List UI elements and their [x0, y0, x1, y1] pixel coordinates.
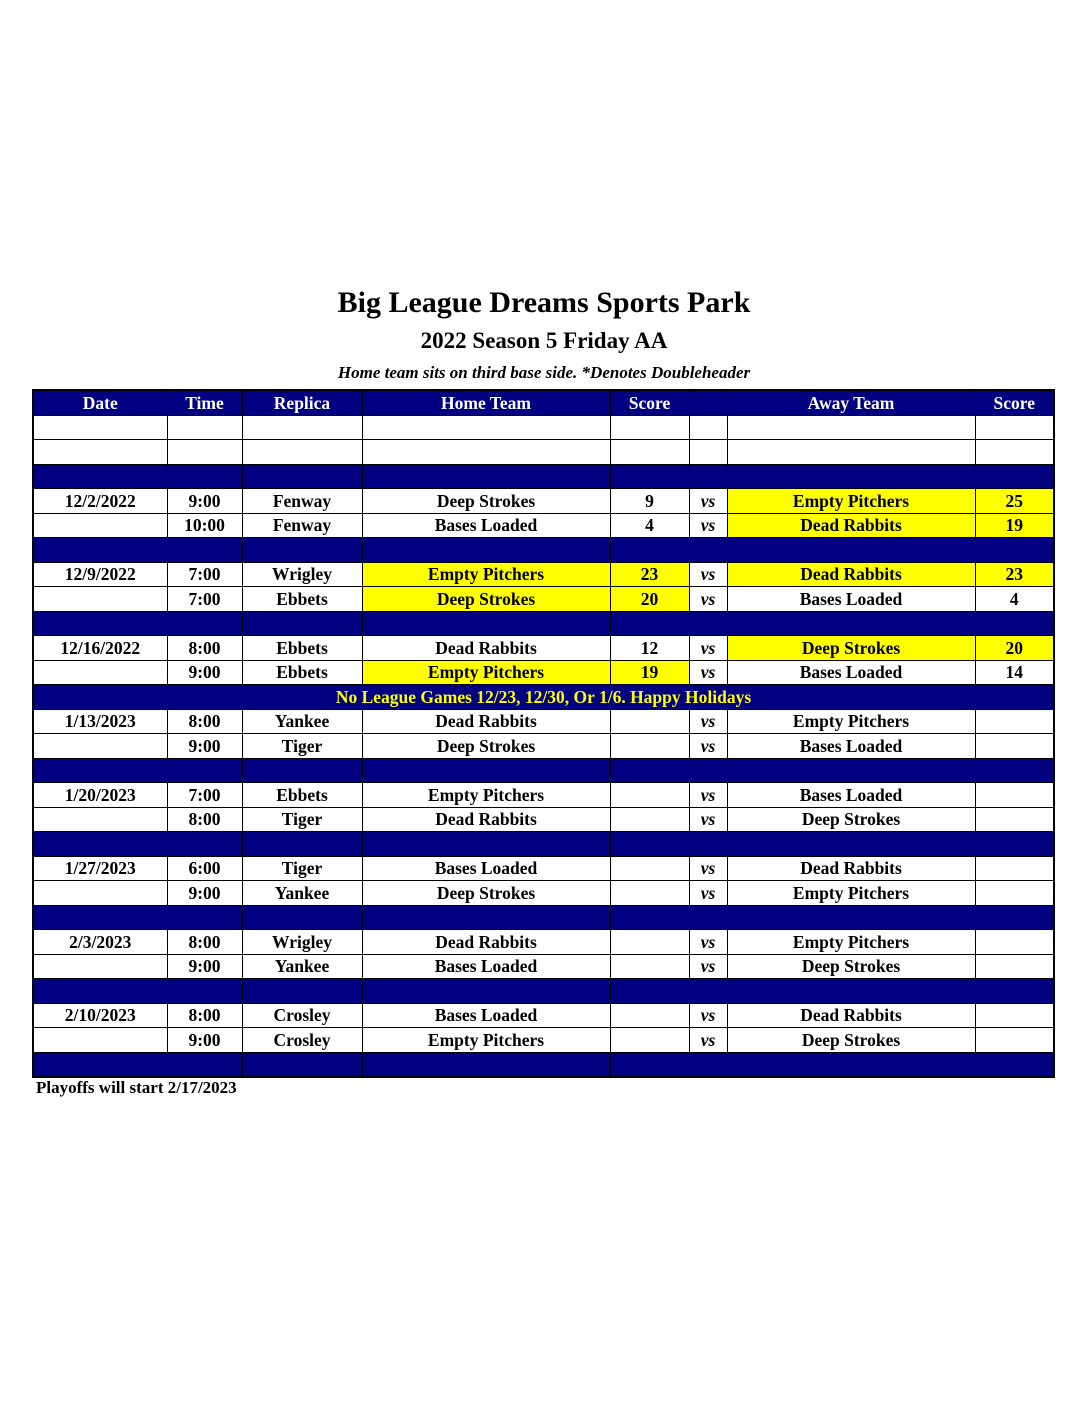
vs-cell: vs	[689, 856, 727, 881]
header-date: Date	[33, 390, 167, 415]
home-team-cell: Dead Rabbits	[362, 930, 610, 955]
game-row	[33, 734, 1054, 759]
separator-row	[33, 1052, 1054, 1077]
home-score-cell: 4	[610, 513, 689, 538]
time-cell	[167, 611, 242, 636]
time-cell: 6:00	[167, 856, 242, 881]
home-team-cell: Deep Strokes	[362, 881, 610, 906]
home-score-cell	[610, 807, 689, 832]
vs-cell	[689, 758, 727, 783]
time-cell	[167, 464, 242, 489]
home-team-cell: Dead Rabbits	[362, 636, 610, 661]
replica-cell: Ebbets	[242, 783, 362, 808]
home-score-cell: 9	[610, 489, 689, 514]
away-team-cell	[727, 832, 975, 857]
away-score-cell	[975, 1003, 1054, 1028]
away-score-cell	[975, 611, 1054, 636]
away-score-cell	[975, 415, 1054, 440]
home-team-cell	[362, 758, 610, 783]
date-cell: 1/13/2023	[33, 709, 167, 734]
time-cell: 7:00	[167, 562, 242, 587]
game-row	[33, 783, 1054, 808]
away-team-cell	[727, 440, 975, 465]
vs-cell: vs	[689, 783, 727, 808]
replica-cell: Tiger	[242, 807, 362, 832]
away-team-cell: Bases Loaded	[727, 587, 975, 612]
time-cell	[167, 905, 242, 930]
schedule-table	[32, 389, 1055, 1078]
away-team-cell	[727, 464, 975, 489]
away-score-cell: 23	[975, 562, 1054, 587]
game-row	[33, 587, 1054, 612]
header-away-team: Away Team	[727, 390, 975, 415]
vs-cell: vs	[689, 881, 727, 906]
date-cell	[33, 979, 167, 1004]
away-score-cell	[975, 832, 1054, 857]
home-score-cell: 19	[610, 660, 689, 685]
away-team-cell: Deep Strokes	[727, 1028, 975, 1053]
home-score-cell	[610, 709, 689, 734]
home-team-cell: Deep Strokes	[362, 734, 610, 759]
date-cell: 12/2/2022	[33, 489, 167, 514]
away-team-cell	[727, 1052, 975, 1077]
date-cell	[33, 538, 167, 563]
header-replica: Replica	[242, 390, 362, 415]
away-team-cell: Bases Loaded	[727, 734, 975, 759]
date-cell	[33, 513, 167, 538]
replica-cell	[242, 464, 362, 489]
vs-cell: vs	[689, 489, 727, 514]
away-team-cell: Deep Strokes	[727, 807, 975, 832]
vs-cell	[689, 832, 727, 857]
time-cell: 9:00	[167, 734, 242, 759]
time-cell	[167, 758, 242, 783]
header-home-team: Home Team	[362, 390, 610, 415]
away-score-cell	[975, 807, 1054, 832]
home-score-cell: 20	[610, 587, 689, 612]
date-cell: 1/27/2023	[33, 856, 167, 881]
home-team-cell: Empty Pitchers	[362, 562, 610, 587]
away-team-cell: Dead Rabbits	[727, 562, 975, 587]
away-team-cell	[727, 611, 975, 636]
home-team-cell: Deep Strokes	[362, 489, 610, 514]
date-cell	[33, 1028, 167, 1053]
separator-row	[33, 611, 1054, 636]
vs-cell: vs	[689, 562, 727, 587]
game-row	[33, 1028, 1054, 1053]
vs-cell: vs	[689, 636, 727, 661]
replica-cell	[242, 758, 362, 783]
game-row	[33, 856, 1054, 881]
time-cell: 8:00	[167, 930, 242, 955]
away-team-cell	[727, 905, 975, 930]
replica-cell: Fenway	[242, 489, 362, 514]
away-score-cell	[975, 783, 1054, 808]
home-team-cell	[362, 832, 610, 857]
date-cell: 12/16/2022	[33, 636, 167, 661]
game-row	[33, 489, 1054, 514]
home-score-cell	[610, 881, 689, 906]
home-team-cell: Dead Rabbits	[362, 709, 610, 734]
date-cell	[33, 415, 167, 440]
replica-cell	[242, 538, 362, 563]
away-score-cell	[975, 464, 1054, 489]
away-score-cell: 25	[975, 489, 1054, 514]
vs-cell	[689, 1052, 727, 1077]
vs-cell: vs	[689, 954, 727, 979]
home-score-cell	[610, 440, 689, 465]
vs-cell	[689, 538, 727, 563]
vs-cell	[689, 905, 727, 930]
away-score-cell: 14	[975, 660, 1054, 685]
away-team-cell	[727, 979, 975, 1004]
date-cell	[33, 611, 167, 636]
page-title: Big League Dreams Sports Park	[337, 286, 751, 319]
vs-cell: vs	[689, 587, 727, 612]
game-row	[33, 930, 1054, 955]
vs-cell	[689, 440, 727, 465]
game-row	[33, 1003, 1054, 1028]
away-team-cell: Dead Rabbits	[727, 856, 975, 881]
home-score-cell	[610, 954, 689, 979]
date-cell: 2/3/2023	[33, 930, 167, 955]
home-team-cell	[362, 538, 610, 563]
replica-cell	[242, 611, 362, 636]
date-cell	[33, 587, 167, 612]
game-row	[33, 513, 1054, 538]
home-team-cell: Bases Loaded	[362, 513, 610, 538]
replica-cell: Ebbets	[242, 660, 362, 685]
replica-cell: Yankee	[242, 954, 362, 979]
game-row	[33, 881, 1054, 906]
home-score-cell	[610, 979, 689, 1004]
away-score-cell: 4	[975, 587, 1054, 612]
home-team-cell: Empty Pitchers	[362, 660, 610, 685]
away-score-cell	[975, 734, 1054, 759]
date-cell	[33, 832, 167, 857]
playoffs-note: Playoffs will start 2/17/2023	[36, 1078, 237, 1097]
date-cell	[33, 440, 167, 465]
away-score-cell	[975, 1052, 1054, 1077]
home-score-cell	[610, 1052, 689, 1077]
home-score-cell	[610, 538, 689, 563]
replica-cell	[242, 415, 362, 440]
away-team-cell: Deep Strokes	[727, 954, 975, 979]
away-score-cell	[975, 758, 1054, 783]
replica-cell: Fenway	[242, 513, 362, 538]
time-cell	[167, 538, 242, 563]
date-cell	[33, 660, 167, 685]
away-team-cell: Empty Pitchers	[727, 489, 975, 514]
header-away-score: Score	[975, 390, 1054, 415]
holiday-message: No League Games 12/23, 12/30, Or 1/6. Happy Holidays	[33, 685, 1054, 710]
home-team-cell: Dead Rabbits	[362, 807, 610, 832]
replica-cell: Crosley	[242, 1003, 362, 1028]
away-score-cell: 19	[975, 513, 1054, 538]
time-cell: 9:00	[167, 954, 242, 979]
home-team-cell: Bases Loaded	[362, 954, 610, 979]
away-team-cell: Empty Pitchers	[727, 881, 975, 906]
replica-cell: Ebbets	[242, 587, 362, 612]
away-team-cell	[727, 538, 975, 563]
home-team-cell	[362, 464, 610, 489]
home-score-cell	[610, 832, 689, 857]
separator-row	[33, 832, 1054, 857]
separator-row	[33, 538, 1054, 563]
time-cell: 9:00	[167, 1028, 242, 1053]
replica-cell	[242, 440, 362, 465]
replica-cell	[242, 905, 362, 930]
home-team-cell	[362, 1052, 610, 1077]
home-team-cell: Empty Pitchers	[362, 783, 610, 808]
header-time: Time	[167, 390, 242, 415]
away-score-cell	[975, 954, 1054, 979]
date-cell	[33, 807, 167, 832]
game-row	[33, 709, 1054, 734]
home-team-cell: Empty Pitchers	[362, 1028, 610, 1053]
vs-cell: vs	[689, 660, 727, 685]
away-team-cell: Dead Rabbits	[727, 1003, 975, 1028]
separator-row	[33, 758, 1054, 783]
date-cell: 12/9/2022	[33, 562, 167, 587]
home-score-cell	[610, 734, 689, 759]
away-score-cell	[975, 440, 1054, 465]
home-team-cell: Deep Strokes	[362, 587, 610, 612]
away-score-cell	[975, 538, 1054, 563]
home-score-cell	[610, 856, 689, 881]
home-team-cell	[362, 979, 610, 1004]
home-score-cell	[610, 1028, 689, 1053]
away-score-cell	[975, 709, 1054, 734]
away-team-cell	[727, 758, 975, 783]
away-team-cell: Bases Loaded	[727, 660, 975, 685]
home-team-cell	[362, 905, 610, 930]
home-score-cell: 12	[610, 636, 689, 661]
time-cell: 9:00	[167, 489, 242, 514]
home-team-cell: Bases Loaded	[362, 1003, 610, 1028]
blank-row	[33, 440, 1054, 465]
away-score-cell	[975, 881, 1054, 906]
header-vs	[689, 390, 727, 415]
home-team-cell	[362, 611, 610, 636]
time-cell: 8:00	[167, 709, 242, 734]
vs-cell: vs	[689, 734, 727, 759]
away-team-cell: Dead Rabbits	[727, 513, 975, 538]
away-score-cell	[975, 930, 1054, 955]
game-row	[33, 954, 1054, 979]
date-cell: 2/10/2023	[33, 1003, 167, 1028]
away-team-cell: Bases Loaded	[727, 783, 975, 808]
game-row	[33, 562, 1054, 587]
replica-cell: Tiger	[242, 734, 362, 759]
game-row	[33, 807, 1054, 832]
home-score-cell	[610, 464, 689, 489]
time-cell: 7:00	[167, 587, 242, 612]
home-score-cell	[610, 905, 689, 930]
game-row	[33, 660, 1054, 685]
replica-cell	[242, 1052, 362, 1077]
vs-cell: vs	[689, 930, 727, 955]
away-team-cell	[727, 415, 975, 440]
time-cell	[167, 1052, 242, 1077]
separator-row	[33, 979, 1054, 1004]
time-cell: 7:00	[167, 783, 242, 808]
holiday-message-row	[33, 685, 1054, 710]
time-cell: 9:00	[167, 660, 242, 685]
replica-cell: Yankee	[242, 709, 362, 734]
time-cell: 8:00	[167, 807, 242, 832]
time-cell	[167, 979, 242, 1004]
home-team-cell: Bases Loaded	[362, 856, 610, 881]
time-cell	[167, 415, 242, 440]
date-cell	[33, 1052, 167, 1077]
vs-cell: vs	[689, 807, 727, 832]
replica-cell: Tiger	[242, 856, 362, 881]
date-cell	[33, 464, 167, 489]
blank-row	[33, 415, 1054, 440]
home-team-cell	[362, 415, 610, 440]
home-score-cell	[610, 758, 689, 783]
vs-cell	[689, 464, 727, 489]
away-score-cell	[975, 856, 1054, 881]
date-cell	[33, 905, 167, 930]
date-cell: 1/20/2023	[33, 783, 167, 808]
replica-cell: Wrigley	[242, 930, 362, 955]
vs-cell: vs	[689, 1028, 727, 1053]
separator-row	[33, 905, 1054, 930]
replica-cell: Yankee	[242, 881, 362, 906]
vs-cell	[689, 415, 727, 440]
game-row	[33, 636, 1054, 661]
time-cell: 10:00	[167, 513, 242, 538]
time-cell: 8:00	[167, 1003, 242, 1028]
replica-cell: Wrigley	[242, 562, 362, 587]
away-team-cell: Empty Pitchers	[727, 930, 975, 955]
replica-cell: Crosley	[242, 1028, 362, 1053]
date-cell	[33, 734, 167, 759]
away-score-cell	[975, 905, 1054, 930]
time-cell	[167, 832, 242, 857]
replica-cell	[242, 979, 362, 1004]
date-cell	[33, 881, 167, 906]
home-score-cell	[610, 415, 689, 440]
away-team-cell: Deep Strokes	[727, 636, 975, 661]
replica-cell: Ebbets	[242, 636, 362, 661]
home-score-cell	[610, 930, 689, 955]
separator-row	[33, 464, 1054, 489]
away-score-cell: 20	[975, 636, 1054, 661]
home-score-cell	[610, 611, 689, 636]
vs-cell: vs	[689, 513, 727, 538]
schedule-body	[33, 415, 1054, 1077]
header-home-score: Score	[610, 390, 689, 415]
vs-cell: vs	[689, 709, 727, 734]
page-subtitle: 2022 Season 5 Friday AA	[420, 328, 668, 353]
time-cell: 9:00	[167, 881, 242, 906]
home-score-cell	[610, 1003, 689, 1028]
date-cell	[33, 954, 167, 979]
vs-cell	[689, 611, 727, 636]
away-score-cell	[975, 1028, 1054, 1053]
table-header-row	[33, 390, 1054, 415]
date-cell	[33, 758, 167, 783]
replica-cell	[242, 832, 362, 857]
away-score-cell	[975, 979, 1054, 1004]
home-score-cell	[610, 783, 689, 808]
time-cell: 8:00	[167, 636, 242, 661]
time-cell	[167, 440, 242, 465]
vs-cell: vs	[689, 1003, 727, 1028]
schedule-note: Home team sits on third base side. *Denotes Doubleheader	[337, 363, 751, 382]
away-team-cell: Empty Pitchers	[727, 709, 975, 734]
home-score-cell: 23	[610, 562, 689, 587]
home-team-cell	[362, 440, 610, 465]
vs-cell	[689, 979, 727, 1004]
